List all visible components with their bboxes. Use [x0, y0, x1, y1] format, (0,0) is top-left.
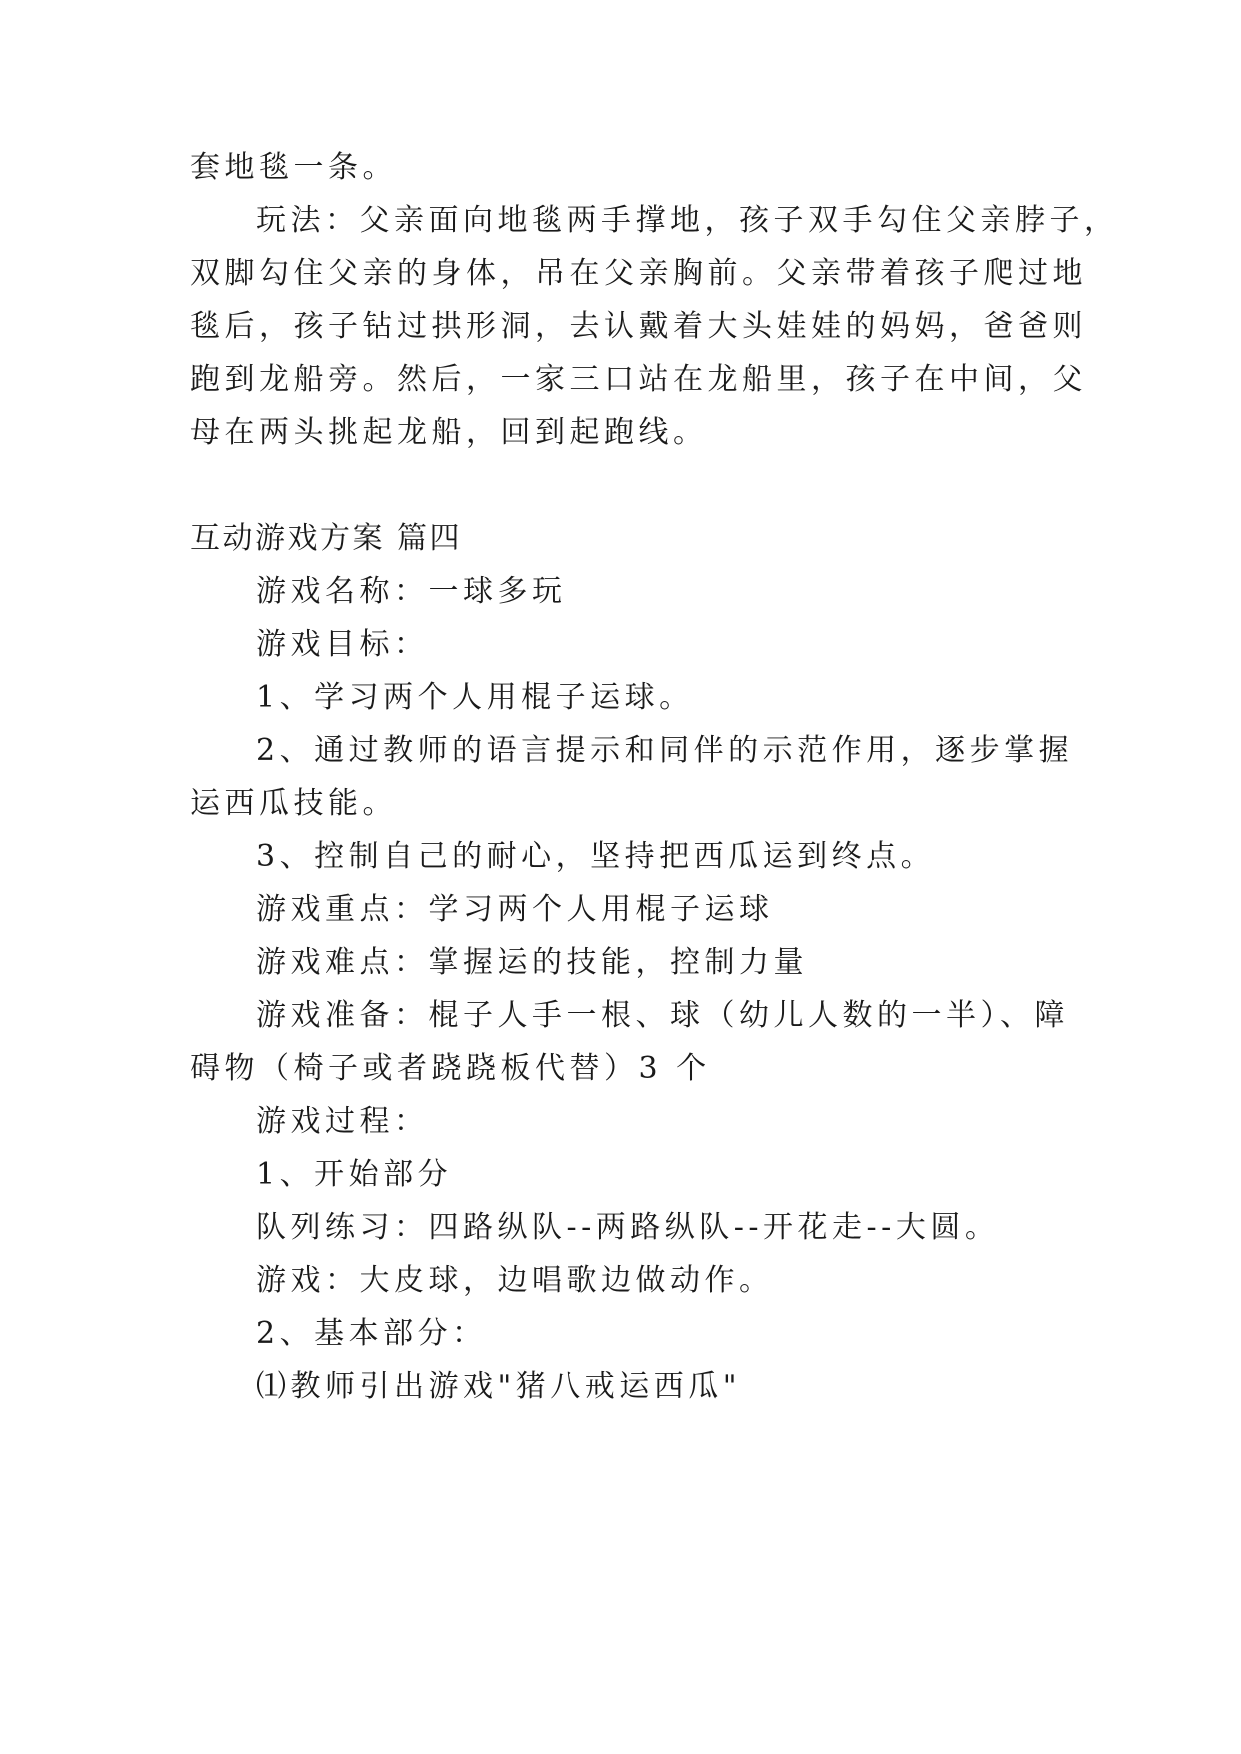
section-title: 互动游戏方案 篇四: [190, 521, 463, 556]
goal-label: 游戏目标：: [256, 627, 429, 662]
key-point: 游戏重点：学习两个人用棍子运球: [256, 892, 774, 927]
difficulty: 游戏难点：掌握运的技能，控制力量: [256, 945, 808, 980]
step-2: 2、基本部分：: [256, 1316, 487, 1351]
prep-line-2: 碍物（椅子或者跷跷板代替）3 个: [190, 1051, 711, 1086]
step-2-1: ⑴教师引出游戏"猪八戒运西瓜": [256, 1369, 742, 1404]
game-ball: 游戏：大皮球，边唱歌边做动作。: [256, 1263, 774, 1298]
process-label: 游戏过程：: [256, 1104, 429, 1139]
gameplay-line-2: 双脚勾住父亲的身体，吊在父亲胸前。父亲带着孩子爬过地: [190, 256, 1087, 291]
gameplay-line-4: 跑到龙船旁。然后，一家三口站在龙船里，孩子在中间，父: [190, 362, 1087, 397]
game-name: 游戏名称：一球多玩: [256, 574, 567, 609]
prep-line-1: 游戏准备：棍子人手一根、球（幼儿人数的一半）、障: [256, 998, 1069, 1033]
paragraph-line: 套地毯一条。: [190, 150, 397, 185]
gameplay-line-1: 玩法：父亲面向地毯两手撑地，孩子双手勾住父亲脖子，: [256, 203, 1119, 238]
goal-2-line-1: 2、通过教师的语言提示和同伴的示范作用，逐步掌握: [256, 733, 1074, 768]
formation-practice: 队列练习：四路纵队--两路纵队--开花走--大圆。: [256, 1210, 1000, 1245]
gameplay-line-3: 毯后，孩子钻过拱形洞，去认戴着大头娃娃的妈妈，爸爸则: [190, 309, 1087, 344]
step-1: 1、开始部分: [256, 1157, 453, 1192]
goal-3: 3、控制自己的耐心，坚持把西瓜运到终点。: [256, 839, 936, 874]
goal-1: 1、学习两个人用棍子运球。: [256, 680, 694, 715]
goal-2-line-2: 运西瓜技能。: [190, 786, 397, 821]
gameplay-line-5: 母在两头挑起龙船，回到起跑线。: [190, 415, 708, 450]
